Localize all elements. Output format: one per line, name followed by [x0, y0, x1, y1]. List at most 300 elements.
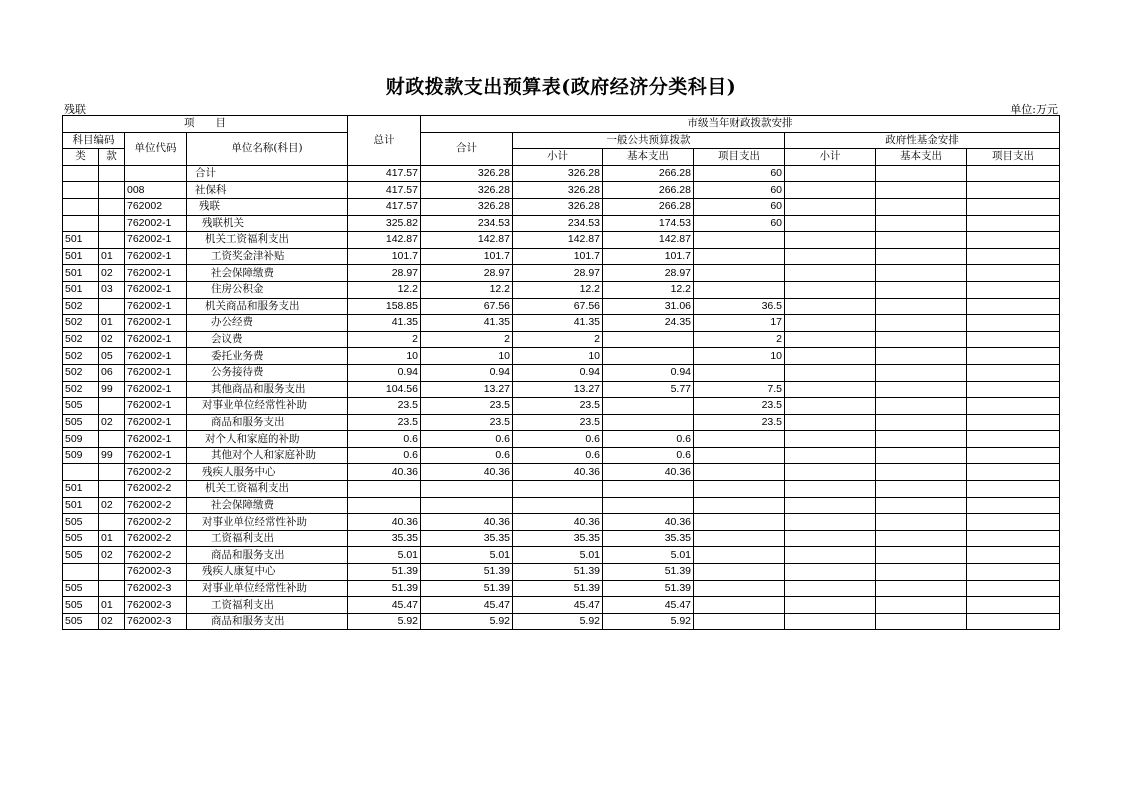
cell-gf-subtotal [785, 613, 876, 630]
cell-gf-project [967, 514, 1060, 531]
cell-item [99, 481, 125, 498]
cell-gb-project: 23.5 [694, 414, 785, 431]
cell-item [99, 564, 125, 581]
cell-class: 502 [63, 348, 99, 365]
cell-subtotal-all: 142.87 [421, 232, 513, 249]
cell-gf-subtotal [785, 597, 876, 614]
cell-gb-basic: 266.28 [603, 165, 694, 182]
table-row [63, 613, 1060, 630]
cell-total: 0.6 [348, 431, 421, 448]
cell-gb-project [694, 597, 785, 614]
cell-subtotal-all: 326.28 [421, 182, 513, 199]
cell-unit-code: 762002-1 [125, 398, 187, 415]
cell-item [99, 514, 125, 531]
cell-gf-project [967, 564, 1060, 581]
cell-gf-project [967, 381, 1060, 398]
cell-gb-subtotal: 23.5 [513, 398, 603, 415]
cell-subtotal-all: 51.39 [421, 580, 513, 597]
cell-unit-code: 762002-1 [125, 364, 187, 381]
cell-gf-project [967, 215, 1060, 232]
cell-unit-name: 其他商品和服务支出 [187, 381, 348, 398]
cell-gb-subtotal: 51.39 [513, 564, 603, 581]
cell-gb-subtotal: 5.92 [513, 613, 603, 630]
cell-total: 40.36 [348, 464, 421, 481]
table-row [63, 165, 1060, 182]
cell-gb-project [694, 265, 785, 282]
cell-gb-project [694, 431, 785, 448]
cell-gb-subtotal: 40.36 [513, 464, 603, 481]
header-gf-basic: 基本支出 [876, 149, 967, 166]
cell-gb-basic: 31.06 [603, 298, 694, 315]
cell-unit-code: 762002-1 [125, 381, 187, 398]
cell-subtotal-all: 35.35 [421, 530, 513, 547]
cell-total: 0.6 [348, 447, 421, 464]
cell-gf-subtotal [785, 248, 876, 265]
cell-gf-project [967, 481, 1060, 498]
cell-gf-basic [876, 514, 967, 531]
cell-gf-project [967, 414, 1060, 431]
cell-gb-project: 60 [694, 215, 785, 232]
cell-gb-subtotal: 28.97 [513, 265, 603, 282]
cell-item: 02 [99, 414, 125, 431]
cell-total: 5.01 [348, 547, 421, 564]
cell-total: 28.97 [348, 265, 421, 282]
table-row [63, 232, 1060, 249]
cell-unit-code: 762002-1 [125, 298, 187, 315]
cell-class [63, 165, 99, 182]
cell-gf-subtotal [785, 232, 876, 249]
cell-gf-basic [876, 497, 967, 514]
cell-item: 02 [99, 265, 125, 282]
cell-unit-name: 商品和服务支出 [187, 414, 348, 431]
cell-item: 05 [99, 348, 125, 365]
cell-gb-project [694, 248, 785, 265]
cell-gf-project [967, 364, 1060, 381]
header-subtotal-all: 合计 [421, 132, 513, 165]
table-row [63, 215, 1060, 232]
cell-item [99, 215, 125, 232]
cell-gb-project: 17 [694, 315, 785, 332]
cell-total: 23.5 [348, 414, 421, 431]
cell-item: 02 [99, 497, 125, 514]
cell-unit-code: 762002-1 [125, 265, 187, 282]
cell-total: 51.39 [348, 564, 421, 581]
cell-gf-project [967, 198, 1060, 215]
cell-gf-basic [876, 331, 967, 348]
cell-unit-name: 社保科 [187, 182, 348, 199]
table-row [63, 514, 1060, 531]
header-gf-subtotal: 小计 [785, 149, 876, 166]
cell-total: 325.82 [348, 215, 421, 232]
table-row [63, 182, 1060, 199]
cell-gb-subtotal: 326.28 [513, 198, 603, 215]
cell-gb-basic: 0.6 [603, 447, 694, 464]
cell-item: 02 [99, 547, 125, 564]
cell-gf-subtotal [785, 414, 876, 431]
cell-gb-subtotal: 234.53 [513, 215, 603, 232]
cell-gb-project: 2 [694, 331, 785, 348]
cell-gf-basic [876, 281, 967, 298]
cell-item: 01 [99, 248, 125, 265]
cell-gb-basic: 5.01 [603, 547, 694, 564]
cell-unit-code: 008 [125, 182, 187, 199]
cell-gb-project: 10 [694, 348, 785, 365]
cell-gf-project [967, 547, 1060, 564]
cell-gb-subtotal: 0.6 [513, 447, 603, 464]
cell-gf-basic [876, 564, 967, 581]
cell-subtotal-all: 41.35 [421, 315, 513, 332]
cell-class: 505 [63, 597, 99, 614]
cell-unit-name: 公务接待费 [187, 364, 348, 381]
cell-unit-name: 社会保障缴费 [187, 265, 348, 282]
cell-gb-subtotal: 51.39 [513, 580, 603, 597]
cell-gf-project [967, 248, 1060, 265]
cell-class: 502 [63, 331, 99, 348]
cell-gb-project [694, 232, 785, 249]
cell-gb-subtotal [513, 497, 603, 514]
cell-gf-subtotal [785, 497, 876, 514]
cell-unit-name: 会议费 [187, 331, 348, 348]
table-row [63, 331, 1060, 348]
cell-gb-basic: 174.53 [603, 215, 694, 232]
cell-gf-subtotal [785, 298, 876, 315]
cell-gf-basic [876, 381, 967, 398]
cell-unit-name: 工资奖金津补贴 [187, 248, 348, 265]
cell-unit-code [125, 165, 187, 182]
cell-unit-name: 其他对个人和家庭补助 [187, 447, 348, 464]
cell-unit-name: 残联 [187, 198, 348, 215]
cell-gf-basic [876, 198, 967, 215]
cell-gb-subtotal: 5.01 [513, 547, 603, 564]
cell-total: 35.35 [348, 530, 421, 547]
cell-unit-code: 762002-2 [125, 547, 187, 564]
cell-gf-subtotal [785, 547, 876, 564]
cell-unit-name: 住房公积金 [187, 281, 348, 298]
cell-subtotal-all [421, 481, 513, 498]
cell-gb-basic: 35.35 [603, 530, 694, 547]
cell-total: 40.36 [348, 514, 421, 531]
cell-subtotal-all: 0.94 [421, 364, 513, 381]
cell-unit-name: 工资福利支出 [187, 530, 348, 547]
cell-gf-subtotal [785, 331, 876, 348]
cell-unit-name: 委托业务费 [187, 348, 348, 365]
cell-unit-name: 社会保障缴费 [187, 497, 348, 514]
cell-unit-name: 机关工资福利支出 [187, 232, 348, 249]
cell-gf-subtotal [785, 530, 876, 547]
cell-item: 01 [99, 315, 125, 332]
cell-total: 12.2 [348, 281, 421, 298]
cell-gb-basic [603, 398, 694, 415]
cell-gf-subtotal [785, 165, 876, 182]
cell-unit-name: 残疾人服务中心 [187, 464, 348, 481]
table-row [63, 414, 1060, 431]
cell-class: 505 [63, 547, 99, 564]
cell-gf-project [967, 530, 1060, 547]
cell-gf-project [967, 315, 1060, 332]
cell-gb-subtotal: 101.7 [513, 248, 603, 265]
cell-item: 03 [99, 281, 125, 298]
cell-unit-code: 762002-1 [125, 315, 187, 332]
cell-class: 501 [63, 248, 99, 265]
cell-gb-subtotal: 35.35 [513, 530, 603, 547]
cell-unit-name: 工资福利支出 [187, 597, 348, 614]
cell-gf-basic [876, 464, 967, 481]
cell-gb-basic: 12.2 [603, 281, 694, 298]
cell-gf-basic [876, 315, 967, 332]
cell-gf-basic [876, 215, 967, 232]
cell-unit-code: 762002-3 [125, 597, 187, 614]
cell-gb-project [694, 580, 785, 597]
header-class: 类 [63, 149, 99, 166]
cell-class: 501 [63, 281, 99, 298]
cell-subtotal-all: 0.6 [421, 431, 513, 448]
table-row [63, 580, 1060, 597]
cell-gb-project [694, 464, 785, 481]
cell-class: 502 [63, 298, 99, 315]
cell-gf-subtotal [785, 447, 876, 464]
cell-gb-subtotal: 12.2 [513, 281, 603, 298]
cell-gb-project: 23.5 [694, 398, 785, 415]
cell-class [63, 464, 99, 481]
cell-total: 101.7 [348, 248, 421, 265]
cell-unit-code: 762002-1 [125, 431, 187, 448]
cell-item [99, 165, 125, 182]
cell-gb-basic: 40.36 [603, 464, 694, 481]
cell-gb-basic: 51.39 [603, 564, 694, 581]
cell-unit-code: 762002-2 [125, 514, 187, 531]
cell-gb-basic: 5.92 [603, 613, 694, 630]
cell-item [99, 198, 125, 215]
header-subject-code: 科目编码 [63, 132, 125, 149]
cell-subtotal-all: 12.2 [421, 281, 513, 298]
cell-item: 01 [99, 530, 125, 547]
cell-gf-basic [876, 398, 967, 415]
cell-subtotal-all: 23.5 [421, 398, 513, 415]
cell-total: 51.39 [348, 580, 421, 597]
cell-item [99, 232, 125, 249]
cell-gf-subtotal [785, 398, 876, 415]
cell-unit-code: 762002-3 [125, 564, 187, 581]
cell-class: 505 [63, 398, 99, 415]
header-gov-fund: 政府性基金安排 [785, 132, 1060, 149]
table-row [63, 281, 1060, 298]
cell-total: 104.56 [348, 381, 421, 398]
cell-gb-basic: 5.77 [603, 381, 694, 398]
cell-gf-project [967, 447, 1060, 464]
cell-total: 5.92 [348, 613, 421, 630]
table-body [63, 165, 1060, 630]
cell-gb-subtotal: 13.27 [513, 381, 603, 398]
cell-total: 158.85 [348, 298, 421, 315]
cell-gf-subtotal [785, 580, 876, 597]
cell-gb-project [694, 514, 785, 531]
cell-gb-subtotal: 23.5 [513, 414, 603, 431]
cell-unit-name: 合计 [187, 165, 348, 182]
cell-gb-project: 7.5 [694, 381, 785, 398]
cell-item [99, 298, 125, 315]
table-row [63, 398, 1060, 415]
cell-total [348, 481, 421, 498]
table-row [63, 348, 1060, 365]
header-item: 款 [99, 149, 125, 166]
cell-item: 02 [99, 331, 125, 348]
cell-gf-project [967, 298, 1060, 315]
table-row [63, 298, 1060, 315]
cell-gb-basic: 24.35 [603, 315, 694, 332]
cell-total [348, 497, 421, 514]
cell-gf-subtotal [785, 431, 876, 448]
cell-gf-subtotal [785, 481, 876, 498]
cell-gb-project [694, 497, 785, 514]
cell-gb-basic: 51.39 [603, 580, 694, 597]
cell-gb-basic: 266.28 [603, 198, 694, 215]
cell-total: 41.35 [348, 315, 421, 332]
cell-gf-subtotal [785, 281, 876, 298]
cell-class: 501 [63, 265, 99, 282]
cell-unit-code: 762002-1 [125, 331, 187, 348]
cell-gb-subtotal [513, 481, 603, 498]
header-gf-project: 项目支出 [967, 149, 1060, 166]
cell-gf-project [967, 431, 1060, 448]
cell-subtotal-all: 101.7 [421, 248, 513, 265]
cell-unit-name: 办公经费 [187, 315, 348, 332]
header-unit-name: 单位名称(科目) [187, 132, 348, 165]
cell-gf-basic [876, 414, 967, 431]
cell-class: 505 [63, 514, 99, 531]
cell-gb-subtotal: 2 [513, 331, 603, 348]
cell-unit-name: 对事业单位经常性补助 [187, 398, 348, 415]
cell-unit-name: 商品和服务支出 [187, 613, 348, 630]
header-gb-basic: 基本支出 [603, 149, 694, 166]
cell-unit-code: 762002-2 [125, 530, 187, 547]
cell-unit-name: 对事业单位经常性补助 [187, 514, 348, 531]
cell-total: 417.57 [348, 182, 421, 199]
cell-gf-basic [876, 597, 967, 614]
cell-gf-subtotal [785, 215, 876, 232]
table-row [63, 530, 1060, 547]
cell-gb-project [694, 481, 785, 498]
cell-unit-name: 对个人和家庭的补助 [187, 431, 348, 448]
cell-gb-basic [603, 414, 694, 431]
table-row [63, 248, 1060, 265]
cell-gb-basic [603, 348, 694, 365]
cell-gb-project [694, 564, 785, 581]
cell-gb-basic: 0.94 [603, 364, 694, 381]
header-total: 总计 [348, 116, 421, 166]
cell-gf-basic [876, 481, 967, 498]
cell-gf-subtotal [785, 514, 876, 531]
cell-gb-subtotal: 10 [513, 348, 603, 365]
cell-gf-project [967, 398, 1060, 415]
cell-gf-project [967, 331, 1060, 348]
cell-gf-basic [876, 165, 967, 182]
cell-class: 505 [63, 613, 99, 630]
cell-gf-basic [876, 248, 967, 265]
cell-gf-basic [876, 265, 967, 282]
cell-class: 509 [63, 447, 99, 464]
cell-unit-code: 762002 [125, 198, 187, 215]
header-project: 项 目 [63, 116, 348, 133]
cell-gb-project: 60 [694, 165, 785, 182]
cell-gf-project [967, 265, 1060, 282]
table-row [63, 597, 1060, 614]
cell-subtotal-all: 234.53 [421, 215, 513, 232]
cell-item [99, 182, 125, 199]
cell-total: 0.94 [348, 364, 421, 381]
table-row [63, 265, 1060, 282]
cell-gf-project [967, 597, 1060, 614]
table-row [63, 364, 1060, 381]
cell-subtotal-all: 326.28 [421, 198, 513, 215]
cell-item [99, 431, 125, 448]
header-gb-project: 项目支出 [694, 149, 785, 166]
cell-gf-project [967, 464, 1060, 481]
cell-subtotal-all: 23.5 [421, 414, 513, 431]
cell-class [63, 198, 99, 215]
cell-gb-basic: 142.87 [603, 232, 694, 249]
cell-unit-code: 762002-2 [125, 481, 187, 498]
cell-gf-subtotal [785, 364, 876, 381]
cell-item: 01 [99, 597, 125, 614]
cell-gf-basic [876, 364, 967, 381]
cell-gb-project [694, 364, 785, 381]
cell-class: 509 [63, 431, 99, 448]
cell-total: 2 [348, 331, 421, 348]
cell-unit-code: 762002-3 [125, 613, 187, 630]
cell-subtotal-all: 51.39 [421, 564, 513, 581]
cell-item [99, 464, 125, 481]
cell-gf-subtotal [785, 265, 876, 282]
cell-item: 02 [99, 613, 125, 630]
cell-gb-subtotal: 0.94 [513, 364, 603, 381]
cell-gf-subtotal [785, 348, 876, 365]
cell-gb-basic [603, 481, 694, 498]
cell-gb-subtotal: 45.47 [513, 597, 603, 614]
cell-subtotal-all [421, 497, 513, 514]
cell-unit-code: 762002-1 [125, 215, 187, 232]
cell-gb-project [694, 547, 785, 564]
cell-gb-subtotal: 41.35 [513, 315, 603, 332]
cell-gf-basic [876, 348, 967, 365]
cell-total: 417.57 [348, 165, 421, 182]
cell-total: 23.5 [348, 398, 421, 415]
cell-unit-code: 762002-1 [125, 348, 187, 365]
cell-gb-subtotal: 40.36 [513, 514, 603, 531]
cell-class: 502 [63, 381, 99, 398]
cell-class: 505 [63, 414, 99, 431]
cell-unit-name: 对事业单位经常性补助 [187, 580, 348, 597]
cell-gb-project [694, 530, 785, 547]
cell-subtotal-all: 5.01 [421, 547, 513, 564]
cell-gf-project [967, 182, 1060, 199]
cell-gf-basic [876, 613, 967, 630]
cell-gf-basic [876, 298, 967, 315]
cell-gb-project: 36.5 [694, 298, 785, 315]
cell-gf-basic [876, 547, 967, 564]
cell-class: 505 [63, 580, 99, 597]
cell-unit-code: 762002-3 [125, 580, 187, 597]
cell-class: 502 [63, 364, 99, 381]
cell-gb-basic [603, 497, 694, 514]
cell-gf-basic [876, 447, 967, 464]
cell-gb-basic: 45.47 [603, 597, 694, 614]
cell-class [63, 564, 99, 581]
budget-table [62, 115, 1060, 630]
cell-gf-subtotal [785, 564, 876, 581]
header-city-arrangement: 市级当年财政拨款安排 [421, 116, 1060, 133]
cell-class [63, 215, 99, 232]
cell-total: 10 [348, 348, 421, 365]
